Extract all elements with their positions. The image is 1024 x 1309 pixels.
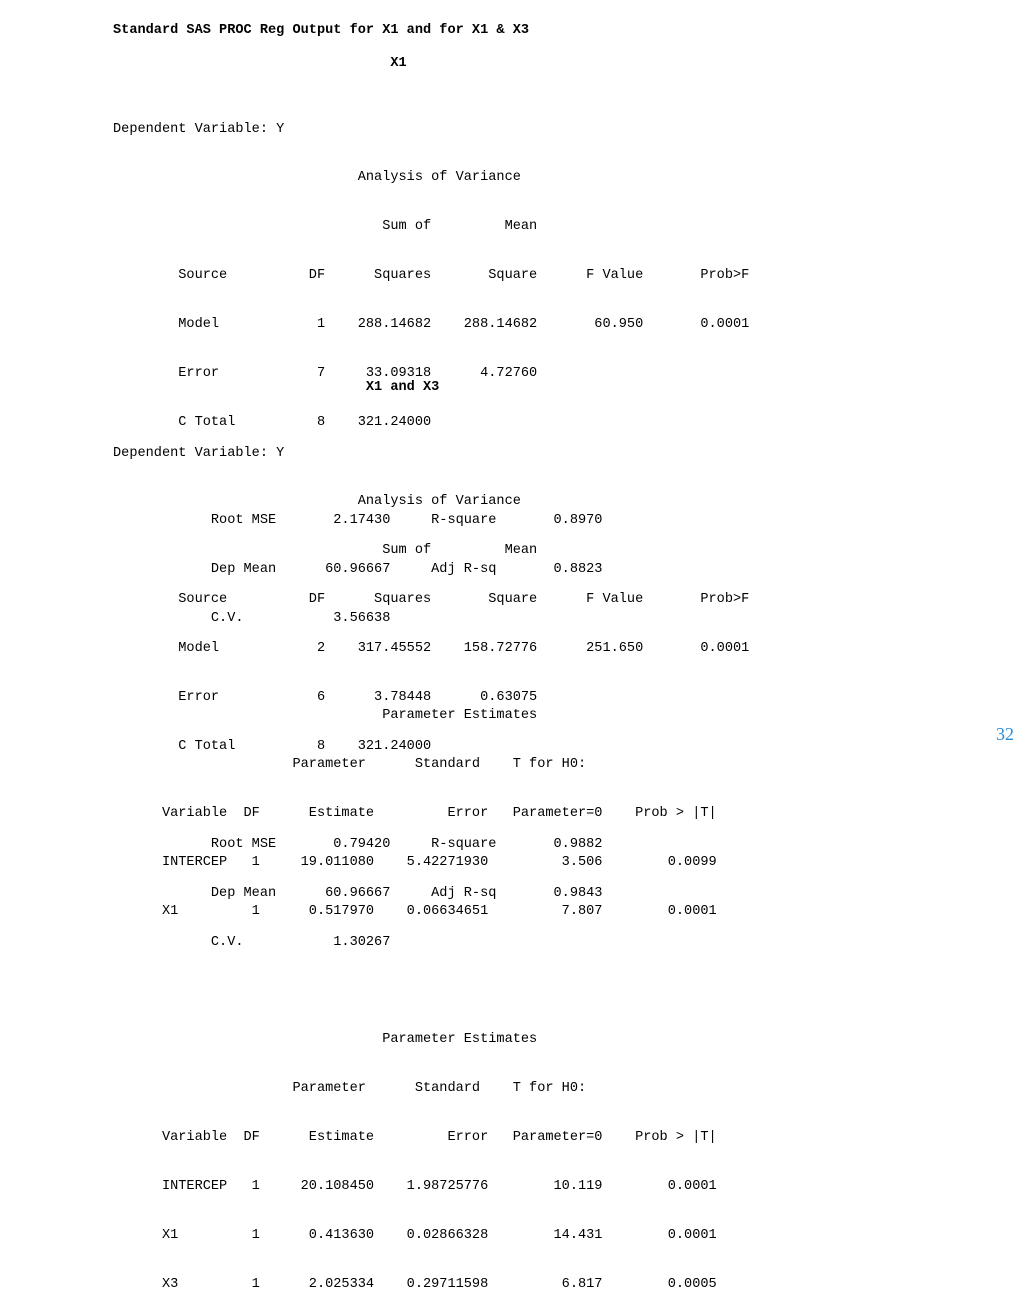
output-line: C Total 8 321.24000 [113, 738, 432, 754]
output-line: Model 2 317.45552 158.72776 251.650 0.0001 [113, 641, 750, 657]
output-line: Error 7 33.09318 4.72760 [113, 366, 538, 382]
output-line: Parameter Standard T for H0: [113, 1081, 587, 1097]
page-title: Standard SAS PROC Reg Output for X1 and for X1 & X3 [113, 23, 530, 38]
output-line: C.V. 3.56638 [113, 610, 391, 626]
output-line: Root MSE 2.17430 R-square 0.8970 [113, 512, 603, 528]
section-heading-x1: X1 [113, 56, 407, 71]
output-line: Source DF Squares Square F Value Prob>F [113, 592, 750, 608]
output-line: Source DF Squares Square F Value Prob>F [113, 268, 750, 284]
output-line: Variable DF Estimate Error Parameter=0 Prob > |T| [113, 1130, 717, 1146]
output-line: X1 1 0.413630 0.02866328 14.431 0.0001 [113, 1227, 717, 1243]
output-line [113, 788, 749, 804]
output-line: Parameter Estimates [113, 708, 538, 724]
output-line: C Total 8 321.24000 [113, 414, 432, 430]
output-line: INTERCEP 1 19.011080 5.42271930 3.506 0.0099 [113, 854, 717, 870]
output-line: Parameter Estimates [113, 1032, 538, 1048]
output-line: Analysis of Variance [113, 170, 521, 186]
output-line: Sum of Mean [113, 543, 538, 559]
output-line: INTERCEP 1 20.108450 1.98725776 10.119 0.0001 [113, 1178, 717, 1194]
output-line: Dependent Variable: Y [113, 445, 285, 461]
slide-number: 32 [996, 724, 1014, 744]
regression-output-x1-x3 [113, 413, 749, 1309]
output-line: Analysis of Variance [113, 494, 521, 510]
section-heading-x1-x3: X1 and X3 [113, 380, 440, 395]
output-line: Error 6 3.78448 0.63075 [113, 690, 538, 706]
output-line [113, 983, 749, 999]
output-line: Parameter Standard T for H0: [113, 757, 587, 773]
output-line: Sum of Mean [113, 219, 538, 235]
output-line: Model 1 288.14682 288.14682 60.950 0.0001 [113, 317, 750, 333]
output-line: C.V. 1.30267 [113, 934, 391, 950]
output-line: Dependent Variable: Y [113, 121, 285, 137]
output-line: Variable DF Estimate Error Parameter=0 Prob > |T| [113, 806, 717, 822]
output-line: Dep Mean 60.96667 Adj R-sq 0.9843 [113, 885, 603, 901]
output-line: X1 1 0.517970 0.06634651 7.807 0.0001 [113, 903, 717, 919]
output-line: Dep Mean 60.96667 Adj R-sq 0.8823 [113, 561, 603, 577]
output-line: Root MSE 0.79420 R-square 0.9882 [113, 836, 603, 852]
output-line: X3 1 2.025334 0.29711598 6.817 0.0005 [113, 1276, 717, 1292]
